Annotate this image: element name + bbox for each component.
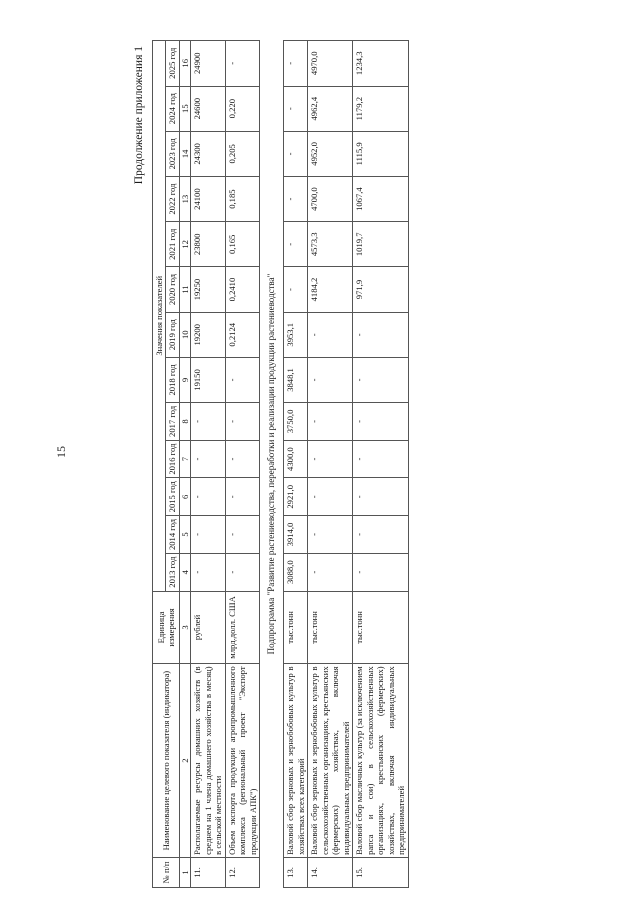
header-year: 2017 год (166, 403, 179, 441)
unit-cell: тыс.тонн (308, 591, 353, 664)
value-cell: 1115,9 (353, 131, 408, 176)
indicator-name: Валовой сбор зерновых и зернобобовых культур в хозяйствах всех категорий (284, 664, 308, 857)
column-index-cell: 8 (179, 403, 190, 441)
value-cell: - (284, 131, 308, 176)
value-cell: - (308, 357, 353, 402)
column-index-cell: 4 (179, 553, 190, 591)
row-number: 11. (191, 857, 225, 887)
header-year: 2025 год (166, 41, 179, 87)
value-cell: 4700,0 (308, 176, 353, 221)
value-cell: - (308, 403, 353, 441)
value-cell: 4952,0 (308, 131, 353, 176)
header-year: 2013 год (166, 553, 179, 591)
value-cell: - (191, 440, 225, 478)
value-cell: 3088,0 (284, 553, 308, 591)
value-cell: - (191, 516, 225, 554)
column-index-cell: 2 (179, 664, 190, 857)
value-cell: - (284, 267, 308, 312)
table-row (284, 41, 308, 888)
header-year: 2023 год (166, 131, 179, 176)
indicator-name: Валовой сбор зерновых и зернобобовых культур в сельскохозяйственных организациях, крестьянских (фермерских) хозяйствах, включая индивидуальных предпринимателей (308, 664, 353, 857)
column-index-cell: 14 (179, 131, 190, 176)
value-cell: - (353, 553, 408, 591)
value-cell: - (308, 553, 353, 591)
value-cell: 971,9 (353, 267, 408, 312)
value-cell: 0,185 (225, 176, 259, 221)
column-index-cell: 5 (179, 516, 190, 554)
value-cell: - (284, 176, 308, 221)
table-row (308, 41, 353, 888)
unit-cell: тыс.тонн (284, 591, 308, 664)
value-cell: 1179,2 (353, 86, 408, 131)
header-year: 2019 год (166, 312, 179, 357)
indicators-table (152, 40, 409, 888)
value-cell: 0,2124 (225, 312, 259, 357)
indicator-name: Располагаемые ресурсы домашних хозяйств (в среднем на 1 члена домашнего хозяйства в месяц) в сельской местности (191, 664, 225, 857)
page-number: 15 (54, 446, 68, 458)
unit-cell: млрд.долл. США (225, 591, 259, 664)
column-index-cell: 1 (179, 857, 190, 887)
row-number: 15. (353, 857, 408, 887)
table-body (179, 41, 408, 888)
value-cell: - (225, 41, 259, 87)
value-cell: - (284, 41, 308, 87)
value-cell: - (225, 516, 259, 554)
value-cell: 24300 (191, 131, 225, 176)
value-cell: 0,205 (225, 131, 259, 176)
value-cell: 3750,0 (284, 403, 308, 441)
value-cell: 3914,0 (284, 516, 308, 554)
header-row-top (153, 41, 166, 888)
table-row (191, 41, 225, 888)
value-cell: - (308, 312, 353, 357)
value-cell: - (284, 222, 308, 267)
header-values: Значения показателей (153, 41, 166, 592)
value-cell: - (353, 478, 408, 516)
header-year: 2022 год (166, 176, 179, 221)
row-number: 12. (225, 857, 259, 887)
header-year: 2016 год (166, 440, 179, 478)
value-cell: - (308, 440, 353, 478)
column-index-cell: 11 (179, 267, 190, 312)
value-cell: 19150 (191, 357, 225, 402)
value-cell: - (353, 440, 408, 478)
header-year: 2018 год (166, 357, 179, 402)
column-index-cell: 9 (179, 357, 190, 402)
value-cell: 4300,0 (284, 440, 308, 478)
value-cell: 19250 (191, 267, 225, 312)
value-cell: 24900 (191, 41, 225, 87)
value-cell: - (225, 357, 259, 402)
value-cell: 2921,0 (284, 478, 308, 516)
value-cell: - (225, 403, 259, 441)
value-cell: 3848,1 (284, 357, 308, 402)
value-cell: 19200 (191, 312, 225, 357)
column-index-cell: 13 (179, 176, 190, 221)
value-cell: 1019,7 (353, 222, 408, 267)
value-cell: - (191, 553, 225, 591)
indicator-name: Валовой сбор масличных культур (за исключением рапса и сои) в сельскохозяйственных организациях, крестьянских (фермерских) хозяйствах, включая индивидуальных предпринимателей (353, 664, 408, 857)
table-row (225, 41, 259, 888)
column-index-row (179, 41, 190, 888)
continuation-label: Продолжение приложения 1 (133, 46, 145, 185)
unit-cell: рублей (191, 591, 225, 664)
header-year: 2014 год (166, 516, 179, 554)
value-cell: - (308, 516, 353, 554)
value-cell: - (225, 440, 259, 478)
value-cell: 0,165 (225, 222, 259, 267)
value-cell: 1067,4 (353, 176, 408, 221)
unit-cell: тыс.тонн (353, 591, 408, 664)
value-cell: - (284, 86, 308, 131)
value-cell: 4184,2 (308, 267, 353, 312)
header-unit: Единица измерения (153, 591, 180, 664)
value-cell: 4962,4 (308, 86, 353, 131)
value-cell: 3953,1 (284, 312, 308, 357)
column-index-cell: 7 (179, 440, 190, 478)
header-year: 2021 год (166, 222, 179, 267)
value-cell: 0,2410 (225, 267, 259, 312)
header-no: № п/п (153, 857, 180, 887)
value-cell: - (225, 553, 259, 591)
value-cell: - (353, 516, 408, 554)
table-row (353, 41, 408, 888)
header-year: 2015 год (166, 478, 179, 516)
value-cell: - (191, 478, 225, 516)
section-row (260, 41, 284, 888)
row-number: 13. (284, 857, 308, 887)
header-year: 2024 год (166, 86, 179, 131)
rotated-page-content (132, 28, 622, 888)
column-index-cell: 12 (179, 222, 190, 267)
value-cell: 0,220 (225, 86, 259, 131)
row-number: 14. (308, 857, 353, 887)
value-cell: 24100 (191, 176, 225, 221)
value-cell: 4970,0 (308, 41, 353, 87)
column-index-cell: 16 (179, 41, 190, 87)
column-index-cell: 6 (179, 478, 190, 516)
value-cell: 4573,3 (308, 222, 353, 267)
value-cell: - (353, 403, 408, 441)
header-name: Наименование целевого показателя (индикатора) (153, 664, 180, 857)
value-cell: - (191, 403, 225, 441)
column-index-cell: 3 (179, 591, 190, 664)
value-cell: - (225, 478, 259, 516)
value-cell: - (353, 357, 408, 402)
value-cell: 24600 (191, 86, 225, 131)
value-cell: - (353, 312, 408, 357)
header-year: 2020 год (166, 267, 179, 312)
value-cell: 23800 (191, 222, 225, 267)
value-cell: - (308, 478, 353, 516)
value-cell: 1234,3 (353, 41, 408, 87)
column-index-cell: 10 (179, 312, 190, 357)
section-title: Подпрограмма "Развитие растениеводства, переработки и реализации продукции растениеводства" (260, 41, 284, 888)
column-index-cell: 15 (179, 86, 190, 131)
indicator-name: Объем экспорта продукции агропромышленного комплекса (региональный проект "Экспорт продукции АПК") (225, 664, 259, 857)
